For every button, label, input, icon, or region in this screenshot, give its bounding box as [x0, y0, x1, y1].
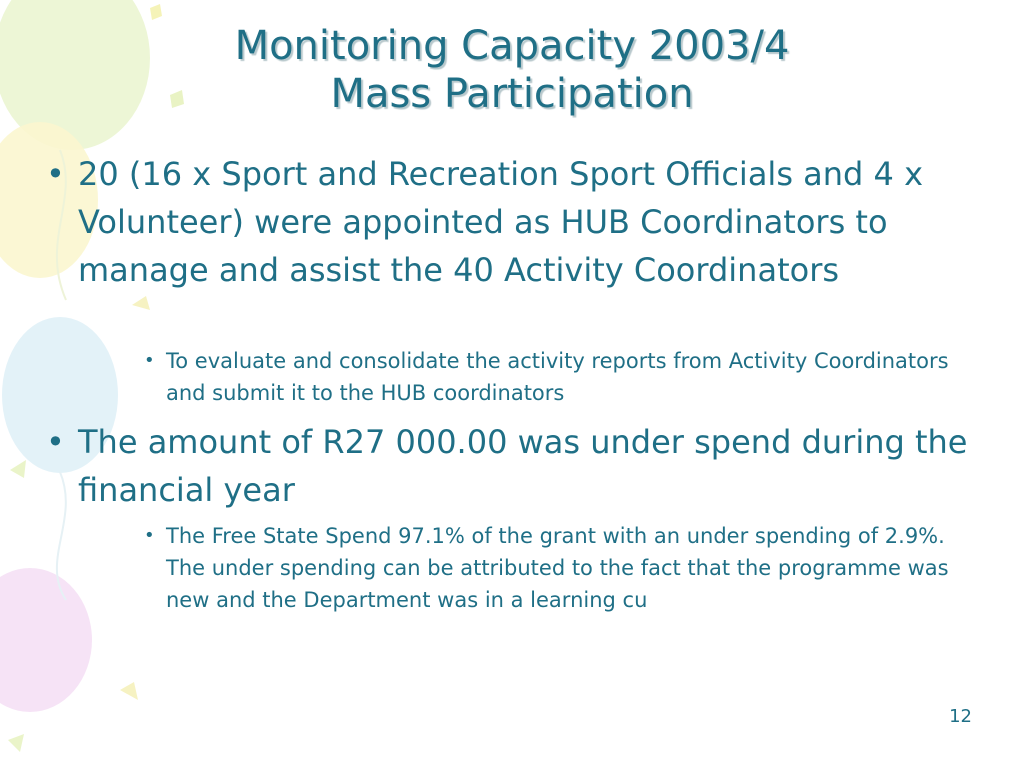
slide-title-line2: Mass Participation	[330, 71, 694, 117]
bullet-text-1: 20 (16 x Sport and Recreation Sport Officials and 4 x Volunteer) were appointed as HUB Coordinators to manage and assist the 40 Activity Coordinators	[78, 155, 923, 289]
sub-bullet-dot: •	[144, 350, 155, 371]
sub-bullet-text-2: The Free State Spend 97.1% of the grant with an under spending of 2.9%. The under spending can be attributed to the fact that the programme was new and the Department was in a learning cu	[166, 524, 949, 612]
confetti-icon	[120, 682, 138, 700]
confetti-icon	[10, 460, 26, 478]
balloon-pink-icon	[0, 568, 92, 712]
bullet-text-2: The amount of R27 000.00 was under spend during the financial year	[78, 423, 968, 509]
slide-title	[0, 22, 1024, 118]
confetti-icon	[8, 734, 24, 752]
slide-title-line1: Monitoring Capacity 2003/4	[234, 23, 790, 69]
bullet-dot: •	[46, 155, 65, 193]
page-number: 12	[949, 706, 972, 727]
confetti-icon	[132, 296, 150, 310]
sub-bullet-text-1: To evaluate and consolidate the activity reports from Activity Coordinators and submit it to the HUB coordinators	[166, 349, 949, 405]
bullet-dot: •	[46, 423, 65, 461]
sub-bullet-dot: •	[144, 525, 155, 546]
confetti-icon	[150, 4, 162, 20]
